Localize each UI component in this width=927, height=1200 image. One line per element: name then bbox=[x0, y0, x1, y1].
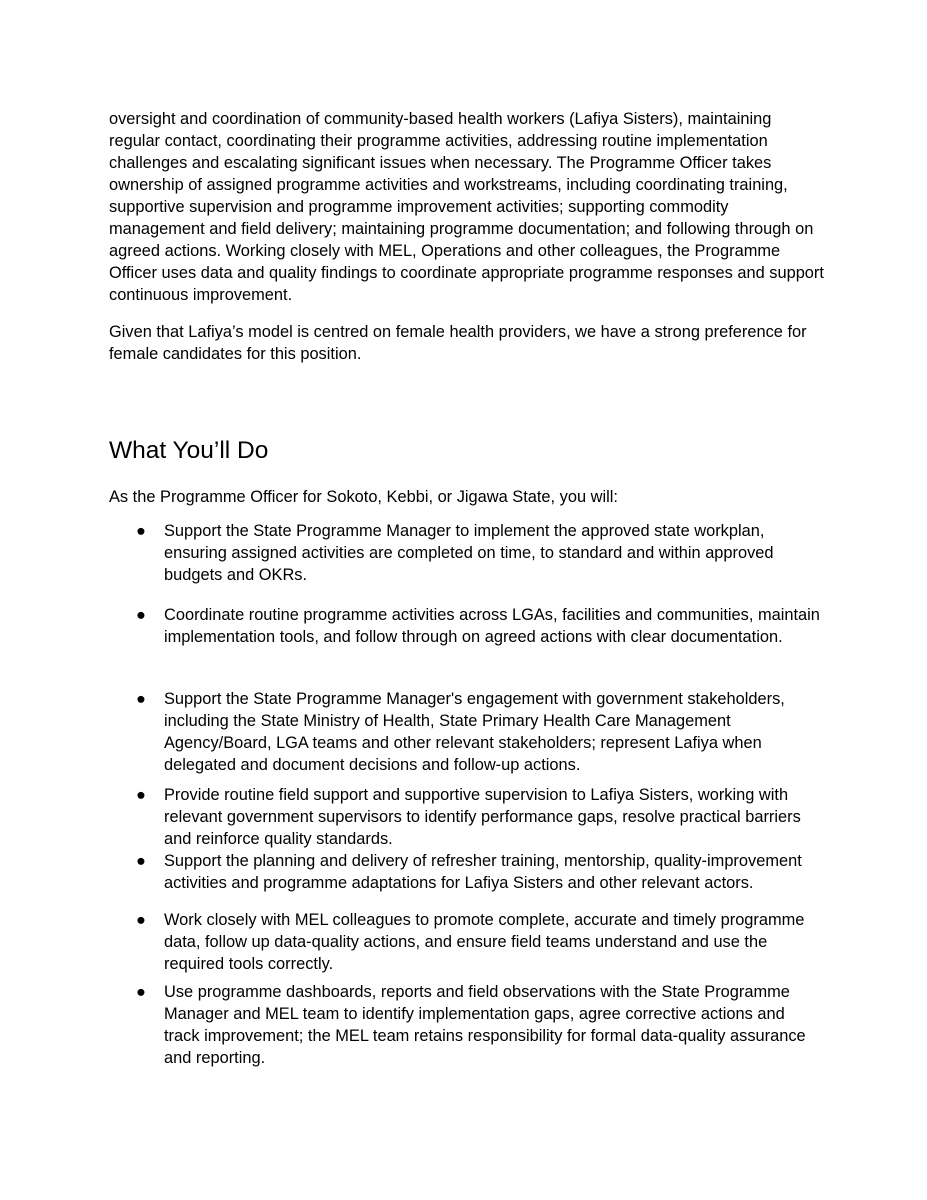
bullet-icon: ● bbox=[136, 911, 146, 929]
list-item-text: Work closely with MEL colleagues to promote complete, accurate and timely programme data, follow up data-quality actions, and ensure field teams understand and use the required tools correctly. bbox=[164, 911, 805, 973]
bullet-icon: ● bbox=[136, 852, 146, 870]
bullet-icon: ● bbox=[136, 690, 146, 708]
document-content bbox=[109, 108, 824, 1067]
section-lead: As the Programme Officer for Sokoto, Kebbi, or Jigawa State, you will: bbox=[109, 488, 618, 506]
list-item-text: Support the State Programme Manager's engagement with government stakeholders, including the State Ministry of Health, State Primary Health Care Management Agency/Board, LGA teams and other relevant stakeholders; represent Lafiya when delegated and document decisions and follow-up actions. bbox=[164, 690, 785, 774]
section-heading: What You’ll Do bbox=[109, 437, 269, 464]
list-item-text: Coordinate routine programme activities across LGAs, facilities and communities, maintain implementation tools, and follow through on agreed actions with clear documentation. bbox=[164, 606, 820, 646]
list-item-text: Provide routine field support and supportive supervision to Lafiya Sisters, working with relevant government supervisors to identify performance gaps, resolve practical barriers and reinforce quality standards. bbox=[164, 786, 801, 848]
list-item-text: Use programme dashboards, reports and field observations with the State Programme Manager and MEL team to identify implementation gaps, agree corrective actions and track improvement; the MEL team retains responsibility for formal data-quality assurance and reporting. bbox=[164, 983, 806, 1067]
list-item-text: Support the planning and delivery of refresher training, mentorship, quality-improvement activities and programme adaptations for Lafiya Sisters and other relevant actors. bbox=[164, 852, 802, 892]
preference-paragraph: Given that Lafiya’s model is centred on female health providers, we have a strong preference for female candidates for this position. bbox=[109, 323, 807, 363]
intro-paragraph: oversight and coordination of community-based health workers (Lafiya Sisters), maintaining regular contact, coordinating their programme activities, addressing routine implementation challenges and escalating significant issues when necessary. The Programme Officer takes ownership of assigned programme activities and workstreams, including coordinating training, supportive supervision and programme improvement activities; supporting commodity management and field delivery; maintaining programme documentation; and following through on agreed actions. Working closely with MEL, Operations and other colleagues, the Programme Officer uses data and quality findings to coordinate appropriate programme responses and support continuous improvement. bbox=[109, 110, 824, 304]
bullet-icon: ● bbox=[136, 786, 146, 804]
bullet-icon: ● bbox=[136, 522, 146, 540]
bullet-icon: ● bbox=[136, 606, 146, 624]
list-item-text: Support the State Programme Manager to implement the approved state workplan, ensuring assigned activities are completed on time, to standard and within approved budgets and OKRs. bbox=[164, 522, 774, 584]
bullet-icon: ● bbox=[136, 983, 146, 1001]
